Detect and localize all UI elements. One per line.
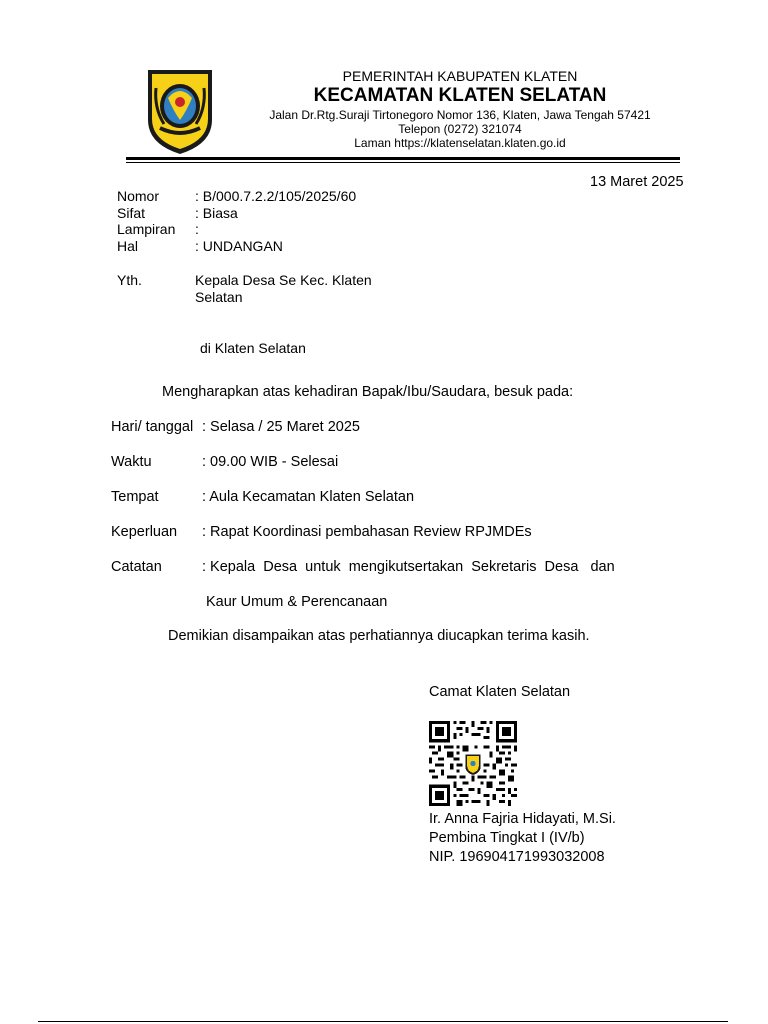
detail-value-place: : Aula Kecamatan Klaten Selatan xyxy=(202,489,415,505)
office-address: Jalan Dr.Rtg.Suraji Tirtonegoro Nomor 136, Klaten, Jawa Tengah 57421 xyxy=(269,108,651,122)
district-crest-icon xyxy=(146,68,214,156)
page-bottom-border xyxy=(38,1021,728,1022)
signer-nip: NIP. 196904171993032008 xyxy=(429,849,605,865)
detail-label-purpose: Keperluan xyxy=(111,524,178,540)
meta-label-number: Nomor xyxy=(117,188,160,204)
qr-code-icon xyxy=(429,721,517,806)
recipient-label: Yth. xyxy=(117,272,142,288)
meta-value-nature: : Biasa xyxy=(195,205,238,221)
detail-value-note: : Kepala Desa untuk mengikutsertakan Sekretaris Desa dan xyxy=(202,559,615,575)
office-phone: Telepon (0272) 321074 xyxy=(398,122,522,136)
signer-rank: Pembina Tingkat I (IV/b) xyxy=(429,830,585,846)
detail-value-time: : 09.00 WIB - Selesai xyxy=(202,454,339,470)
meta-value-subject: : UNDANGAN xyxy=(195,238,283,254)
office-website: Laman https://klatenselatan.klaten.go.id xyxy=(354,136,566,150)
government-name: PEMERINTAH KABUPATEN KLATEN xyxy=(342,68,578,84)
recipient-location: di Klaten Selatan xyxy=(200,340,306,356)
recipient-line-1: Kepala Desa Se Kec. Klaten xyxy=(195,272,372,288)
note-continuation: Kaur Umum & Perencanaan xyxy=(206,594,388,610)
detail-label-time: Waktu xyxy=(111,454,152,470)
detail-value-date: : Selasa / 25 Maret 2025 xyxy=(202,419,360,435)
meta-label-attachment: Lampiran xyxy=(117,221,176,237)
signer-name: Ir. Anna Fajria Hidayati, M.Si. xyxy=(429,811,616,827)
letterhead-divider-thin xyxy=(126,162,680,163)
letter-date: 13 Maret 2025 xyxy=(590,174,684,190)
intro-paragraph: Mengharapkan atas kehadiran Bapak/Ibu/Saudara, besuk pada: xyxy=(162,384,574,400)
detail-label-place: Tempat xyxy=(111,489,159,505)
meta-value-number: : B/000.7.2.2/105/2025/60 xyxy=(195,188,357,204)
recipient-line-2: Selatan xyxy=(195,289,243,305)
detail-label-date: Hari/ tanggal xyxy=(111,419,194,435)
letterhead-divider-thick xyxy=(126,157,680,160)
signer-title: Camat Klaten Selatan xyxy=(429,684,571,700)
detail-value-purpose: : Rapat Koordinasi pembahasan Review RPJMDEs xyxy=(202,524,532,540)
office-name: KECAMATAN KLATEN SELATAN xyxy=(313,85,607,106)
meta-value-attachment: : xyxy=(195,221,199,237)
closing-paragraph: Demikian disampaikan atas perhatiannya diucapkan terima kasih. xyxy=(168,628,590,644)
detail-label-note: Catatan xyxy=(111,559,162,575)
meta-label-nature: Sifat xyxy=(117,205,146,221)
meta-label-subject: Hal xyxy=(117,238,139,254)
